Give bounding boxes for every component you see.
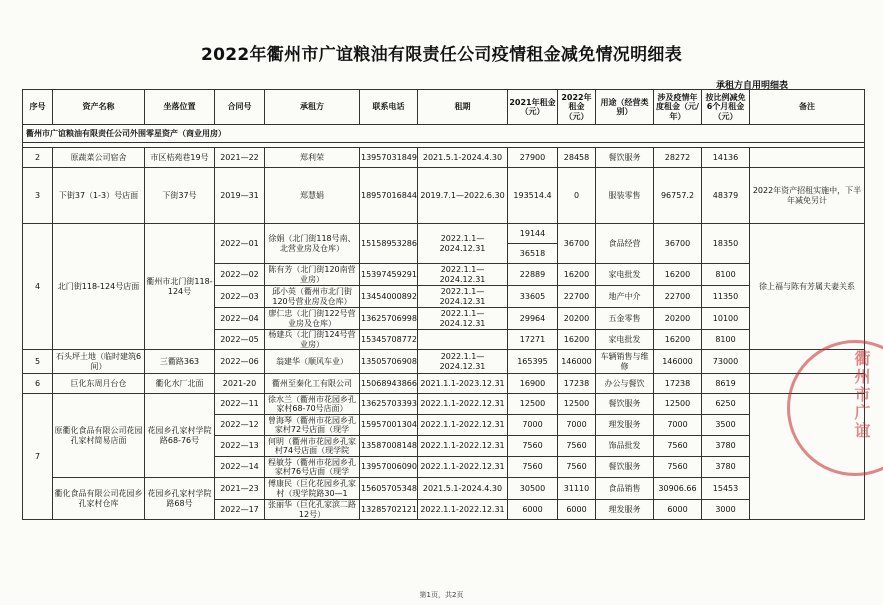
- cell-phone: 15397459291: [360, 264, 418, 286]
- table-row: [23, 374, 865, 394]
- cell-rent-2022: 36700: [558, 224, 596, 264]
- cell-reduction: 3780: [702, 457, 750, 478]
- rent-table: [22, 89, 865, 520]
- cell-rent-2022: 7560: [558, 457, 596, 478]
- cell-epidemic-rent: 17238: [654, 374, 702, 394]
- cell-epidemic-rent: 7000: [654, 415, 702, 436]
- page-footer: 第1页，共2页: [419, 591, 464, 599]
- cell-asset: 衢化食品有限公司花园乡孔家村仓库: [53, 478, 145, 520]
- cell-no: 4: [23, 224, 53, 350]
- cell-contract: 2022—02: [215, 264, 265, 286]
- cell-phone: 18957016844: [360, 168, 418, 224]
- col-header: 资产名称: [53, 90, 145, 125]
- cell-tenant: 何明（衢州市花园乡孔家村74号店面（现学院: [265, 436, 360, 457]
- table-row: [23, 350, 865, 374]
- cell-contract: 2021-20: [215, 374, 265, 394]
- cell-rent-2021: 165395: [508, 350, 558, 374]
- cell-asset: 原衢化食品有限公司花园孔家村简易店面: [53, 394, 145, 478]
- cell-contract: 2021—22: [215, 148, 265, 168]
- cell-epidemic-rent: 30906.66: [654, 478, 702, 500]
- cell-contract: 2022—11: [215, 394, 265, 415]
- cell-rent-2021: 7000: [508, 415, 558, 436]
- cell-term: 2021.5.1-2024.4.30: [418, 148, 508, 168]
- col-header: 租期: [418, 90, 508, 125]
- cell-rent-2021: 36518: [508, 244, 558, 264]
- cell-phone: 13957031849: [360, 148, 418, 168]
- company-seal-text: 衢州市广谊: [852, 350, 871, 440]
- cell-contract: 2022—06: [215, 350, 265, 374]
- cell-location: 下街37号: [145, 168, 215, 224]
- cell-term: 2022.1.1—2024.12.31: [418, 224, 508, 264]
- cell-rent-2021: 6000: [508, 500, 558, 520]
- col-header: 涉及疫情年度租金（元/年）: [654, 90, 702, 125]
- cell-term: 2021.1.1-2023.12.31: [418, 374, 508, 394]
- cell-tenant: 张丽华（巨化孔家滨二路12号）: [265, 500, 360, 520]
- col-header: 联系电话: [360, 90, 418, 125]
- cell-no: 2: [23, 148, 53, 168]
- cell-contract: 2022—05: [215, 330, 265, 350]
- cell-rent-2022: 31110: [558, 478, 596, 500]
- cell-contract: 2022—01: [215, 224, 265, 264]
- cell-rent-2021: 27900: [508, 148, 558, 168]
- cell-epidemic-rent: 146000: [654, 350, 702, 374]
- cell-tenant: 徐娟（北门街118号南、北营业房及仓库）: [265, 224, 360, 264]
- cell-contract: 2021—23: [215, 478, 265, 500]
- cell-epidemic-rent: 20200: [654, 308, 702, 330]
- cell-no: 5: [23, 350, 53, 374]
- col-header: 2022年租金（元）: [558, 90, 596, 125]
- cell-no: 6: [23, 374, 53, 394]
- cell-rent-2021: 17271: [508, 330, 558, 350]
- cell-term: 2022.1.1—2024.12.31: [418, 350, 508, 374]
- cell-contract: 2022—17: [215, 500, 265, 520]
- cell-phone: 13505706908: [360, 350, 418, 374]
- cell-rent-2021: 22889: [508, 264, 558, 286]
- cell-term: 2022.1.1—2024.12.31: [418, 264, 508, 286]
- col-header: 用途（经营类别）: [596, 90, 654, 125]
- header-row: [23, 90, 865, 125]
- cell-rent-2021: 193514.4: [508, 168, 558, 224]
- cell-phone: 15957001304: [360, 415, 418, 436]
- cell-term: [418, 330, 508, 350]
- cell-reduction: 10100: [702, 308, 750, 330]
- cell-use: 食品销售: [596, 478, 654, 500]
- table-row: [23, 478, 865, 500]
- cell-tenant: 衢州至秦化工有限公司: [265, 374, 360, 394]
- cell-rent-2022: 0: [558, 168, 596, 224]
- cell-rent-2022: 7560: [558, 436, 596, 457]
- cell-reduction: 3000: [702, 500, 750, 520]
- page-title: 2022年衢州市广谊粮油有限责任公司疫情租金减免情况明细表: [200, 45, 682, 65]
- cell-use: 五金零售: [596, 308, 654, 330]
- cell-term: 2022.1.1-2022.12.31: [418, 457, 508, 478]
- cell-phone: 13454000892: [360, 286, 418, 308]
- cell-note: [750, 148, 865, 168]
- cell-reduction: 14136: [702, 148, 750, 168]
- cell-epidemic-rent: 12500: [654, 394, 702, 415]
- page-subtitle: 承租方自用明细表: [715, 81, 788, 91]
- cell-use: 饰品批发: [596, 436, 654, 457]
- cell-reduction: 11350: [702, 286, 750, 308]
- cell-phone: 15345708772: [360, 330, 418, 350]
- cell-reduction: 73000: [702, 350, 750, 374]
- col-header: 坐落位置: [145, 90, 215, 125]
- cell-rent-2021: 19144: [508, 224, 558, 244]
- cell-use: 餐饮服务: [596, 394, 654, 415]
- cell-contract: 2022—12: [215, 415, 265, 436]
- cell-use: 服装零售: [596, 168, 654, 224]
- cell-rent-2021: 7560: [508, 457, 558, 478]
- cell-location: 衢州市北门街118-124号: [145, 224, 215, 350]
- cell-rent-2022: 17238: [558, 374, 596, 394]
- cell-phone: 15158953286: [360, 224, 418, 264]
- table-row: [23, 224, 865, 244]
- cell-phone: 15068943866: [360, 374, 418, 394]
- cell-reduction: 8100: [702, 330, 750, 350]
- cell-tenant: 廖仁忠（北门街122号营业房及仓库）: [265, 308, 360, 330]
- cell-rent-2021: 29964: [508, 308, 558, 330]
- cell-phone: 13957006090: [360, 457, 418, 478]
- cell-tenant: 杨建兵（北门街124号营业房）: [265, 330, 360, 350]
- cell-phone: 13285702121: [360, 500, 418, 520]
- cell-contract: 2022—03: [215, 286, 265, 308]
- cell-term: 2022.1.1-2022.12.31: [418, 415, 508, 436]
- cell-epidemic-rent: 96757.2: [654, 168, 702, 224]
- cell-term: 2022.1.1-2022.12.31: [418, 394, 508, 415]
- cell-rent-2022: 146000: [558, 350, 596, 374]
- cell-reduction: 3500: [702, 415, 750, 436]
- cell-use: 理发服务: [596, 500, 654, 520]
- cell-location: 衢化水厂北面: [145, 374, 215, 394]
- cell-term: 2022.1.1-2022.12.31: [418, 500, 508, 520]
- cell-no: 7: [23, 394, 53, 520]
- col-header: 承租方: [265, 90, 360, 125]
- cell-tenant: 邱小英（衢州市北门街120号营业房及仓库）: [265, 286, 360, 308]
- cell-reduction: 3780: [702, 436, 750, 457]
- table-row: [23, 168, 865, 224]
- cell-location: 花园乡孔家村学院路68-76号: [145, 394, 215, 478]
- cell-phone: 15605705348: [360, 478, 418, 500]
- cell-rent-2021: 33605: [508, 286, 558, 308]
- cell-epidemic-rent: 36700: [654, 224, 702, 264]
- cell-use: 食品经营: [596, 224, 654, 264]
- cell-use: 餐饮服务: [596, 457, 654, 478]
- cell-reduction: 15453: [702, 478, 750, 500]
- cell-note: 2022年资产招租实施中，下半年减免另计: [750, 168, 865, 224]
- table-row: [23, 148, 865, 168]
- cell-contract: 2022—14: [215, 457, 265, 478]
- cell-epidemic-rent: 6000: [654, 500, 702, 520]
- cell-rent-2021: 16900: [508, 374, 558, 394]
- cell-rent-2021: 12500: [508, 394, 558, 415]
- col-header: 备注: [750, 90, 865, 125]
- cell-use: 理发服务: [596, 415, 654, 436]
- cell-contract: 2019—31: [215, 168, 265, 224]
- cell-use: 家电批发: [596, 264, 654, 286]
- cell-reduction: 48379: [702, 168, 750, 224]
- col-header: 序号: [23, 90, 53, 125]
- cell-phone: 13587008148: [360, 436, 418, 457]
- cell-rent-2022: 6000: [558, 500, 596, 520]
- cell-asset: 北门街118-124号店面: [53, 224, 145, 350]
- col-header: 合同号: [215, 90, 265, 125]
- cell-reduction: 6250: [702, 394, 750, 415]
- cell-contract: 2022—13: [215, 436, 265, 457]
- cell-contract: 2022—04: [215, 308, 265, 330]
- cell-tenant: 翁建华（顺风车业）: [265, 350, 360, 374]
- cell-term: 2021.5.1-2024.4.30: [418, 478, 508, 500]
- cell-epidemic-rent: 16200: [654, 264, 702, 286]
- cell-no: 3: [23, 168, 53, 224]
- cell-rent-2021: 7560: [508, 436, 558, 457]
- cell-note: 徐上福与陈有芳属夫妻关系: [750, 224, 865, 350]
- cell-phone: 13625706998: [360, 308, 418, 330]
- cell-epidemic-rent: 16200: [654, 330, 702, 350]
- section-title: 衢州市广谊粮油有限责任公司外围零星资产（商业用房）: [23, 125, 865, 143]
- cell-epidemic-rent: 28272: [654, 148, 702, 168]
- cell-term: 2022.1.1—2024.12.31: [418, 286, 508, 308]
- cell-use: 家电批发: [596, 330, 654, 350]
- cell-use: 餐饮服务: [596, 148, 654, 168]
- cell-tenant: 郑利荣: [265, 148, 360, 168]
- cell-rent-2022: 12500: [558, 394, 596, 415]
- cell-location: 市区桔苑巷19号: [145, 148, 215, 168]
- cell-rent-2022: 16200: [558, 264, 596, 286]
- cell-use: 地产中介: [596, 286, 654, 308]
- cell-tenant: 傅康民（巨化花园乡孔家村（现学院路30—1: [265, 478, 360, 500]
- col-header: 按比例减免6个月租金（元）: [702, 90, 750, 125]
- cell-tenant: 郑慧娟: [265, 168, 360, 224]
- cell-epidemic-rent: 22700: [654, 286, 702, 308]
- cell-tenant: 曾海琴（衢州市花园乡孔家村72号店面（现学: [265, 415, 360, 436]
- cell-reduction: 8100: [702, 264, 750, 286]
- cell-reduction: 18350: [702, 224, 750, 264]
- cell-rent-2022: 20200: [558, 308, 596, 330]
- cell-asset: 下街37（1-3）号店面: [53, 168, 145, 224]
- section-row: [23, 125, 865, 143]
- cell-rent-2021: 30500: [508, 478, 558, 500]
- cell-use: 车辆销售与维修: [596, 350, 654, 374]
- cell-location: 花园乡孔家村学院路68号: [145, 478, 215, 520]
- cell-term: 2022.1.1-2022.12.31: [418, 436, 508, 457]
- cell-phone: 13625703393: [360, 394, 418, 415]
- cell-term: 2019.7.1—2022.6.30: [418, 168, 508, 224]
- cell-asset: 石头坪土地（临时建筑6间）: [53, 350, 145, 374]
- cell-rent-2022: 22700: [558, 286, 596, 308]
- cell-tenant: 陈有芳（北门街120南营业房）: [265, 264, 360, 286]
- cell-reduction: 8619: [702, 374, 750, 394]
- cell-rent-2022: 16200: [558, 330, 596, 350]
- cell-use: 办公与餐饮: [596, 374, 654, 394]
- col-header: 2021年租金（元）: [508, 90, 558, 125]
- cell-epidemic-rent: 7560: [654, 457, 702, 478]
- cell-asset: 原蔬菜公司宿舍: [53, 148, 145, 168]
- cell-term: 2022.1.1—2024.12.31: [418, 308, 508, 330]
- cell-rent-2022: 7000: [558, 415, 596, 436]
- cell-location: 三衢路363: [145, 350, 215, 374]
- cell-tenant: 程敏芬（衢州市花园乡孔家村76号店面（现学: [265, 457, 360, 478]
- cell-tenant: 徐水兰（衢州市花园乡孔家村68-70号店面）: [265, 394, 360, 415]
- cell-rent-2022: 28458: [558, 148, 596, 168]
- cell-asset: 巨化东周月台仓: [53, 374, 145, 394]
- table-row: [23, 394, 865, 415]
- cell-epidemic-rent: 7560: [654, 436, 702, 457]
